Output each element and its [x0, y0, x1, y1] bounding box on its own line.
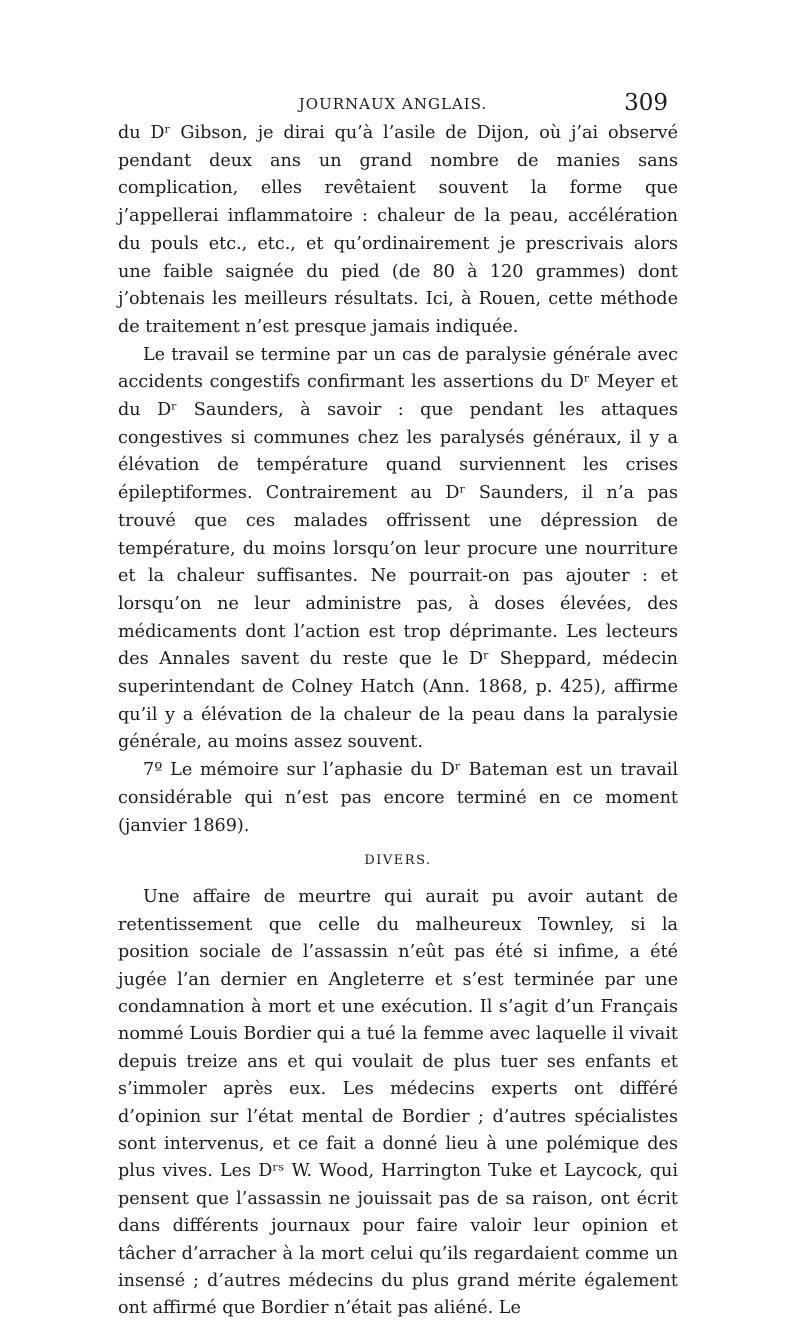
running-head: JOURNAUX ANGLAIS.: [298, 95, 488, 113]
paragraph-aphasie: 7º Le mémoire sur l’aphasie du Dʳ Bateman est un travail considérable qui n’est pas encore terminé en ce moment (janvier 1869).: [118, 760, 678, 836]
section-title: DIVERS.: [364, 853, 432, 869]
body-text: [118, 120, 678, 1323]
paragraph-continuation: du Dʳ Gibson, je dirai qu’à l’asile de Dijon, où j’ai observé pendant deux ans un grand nombre de manies sans complication, elles revêtaient souvent la forme que j’appellerai inflammatoire : chaleur de la peau, accélération du pouls etc., etc., et qu’ordinairement je prescrivais alors une faible saignée du pied (de 80 à 120 grammes) dont j’obtenais les meilleurs résultats. Ici, à Rouen, cette méthode de traitement n’est presque jamais indiquée.: [118, 123, 678, 337]
paragraph-paralysie: Le travail se termine par un cas de paralysie générale avec accidents congestifs confirmant les assertions du Dʳ Meyer et du Dʳ Saunders, à savoir : que pendant les attaques congestives si communes chez les paralysés généraux, il y a élévation de température quand surviennent les crises épileptiformes. Contrairement au Dʳ Saunders, il n’a pas trouvé que ces malades offrissent une dépression de température, du moins lorsqu’on leur procure une nourriture et la chaleur suffisantes. Ne pourrait-on pas ajouter : et lorsqu’on ne leur administre pas, à doses élevées, des médicaments dont l’action est trop déprimante. Les lecteurs des Annales savent du reste que le Dʳ Sheppard, médecin superintendant de Colney Hatch (Ann. 1868, p. 425), affirme qu’il y a élévation de la chaleur de la peau dans la paralysie générale, au moins assez souvent.: [118, 344, 678, 753]
page-number: 309: [624, 90, 668, 116]
paragraph-divers: Une affaire de meurtre qui aurait pu avoir autant de retentissement que celle du malheureux Townley, si la position sociale de l’assassin n’eût pas été si infime, a été jugée l’an dernier en Angleterre et s’est terminée par une condamnation à mort et une exécution. Il s’agit d’un Français nommé Louis Bordier qui a tué la femme avec laquelle il vivait depuis treize ans et qui voulait de plus tuer ses enfants et s’immoler après eux. Les médecins experts ont différé d’opinion sur l’état mental de Bordier ; d’autres spécialistes sont intervenus, et ce fait a donné lieu à une polémique des plus vives. Les Dʳˢ W. Wood, Harrington Tuke et Laycock, qui pensent que l’assassin ne jouissait pas de sa raison, ont écrit dans différents journaux pour faire valoir leur opinion et tâcher d’arracher à la mort celui qu’ils regardaient comme un insensé ; d’autres médecins du plus grand mérite également ont affirmé que Bordier n’était pas aliéné. Le: [118, 887, 678, 1319]
page-header: [118, 92, 668, 122]
section-divers: [118, 884, 678, 1323]
